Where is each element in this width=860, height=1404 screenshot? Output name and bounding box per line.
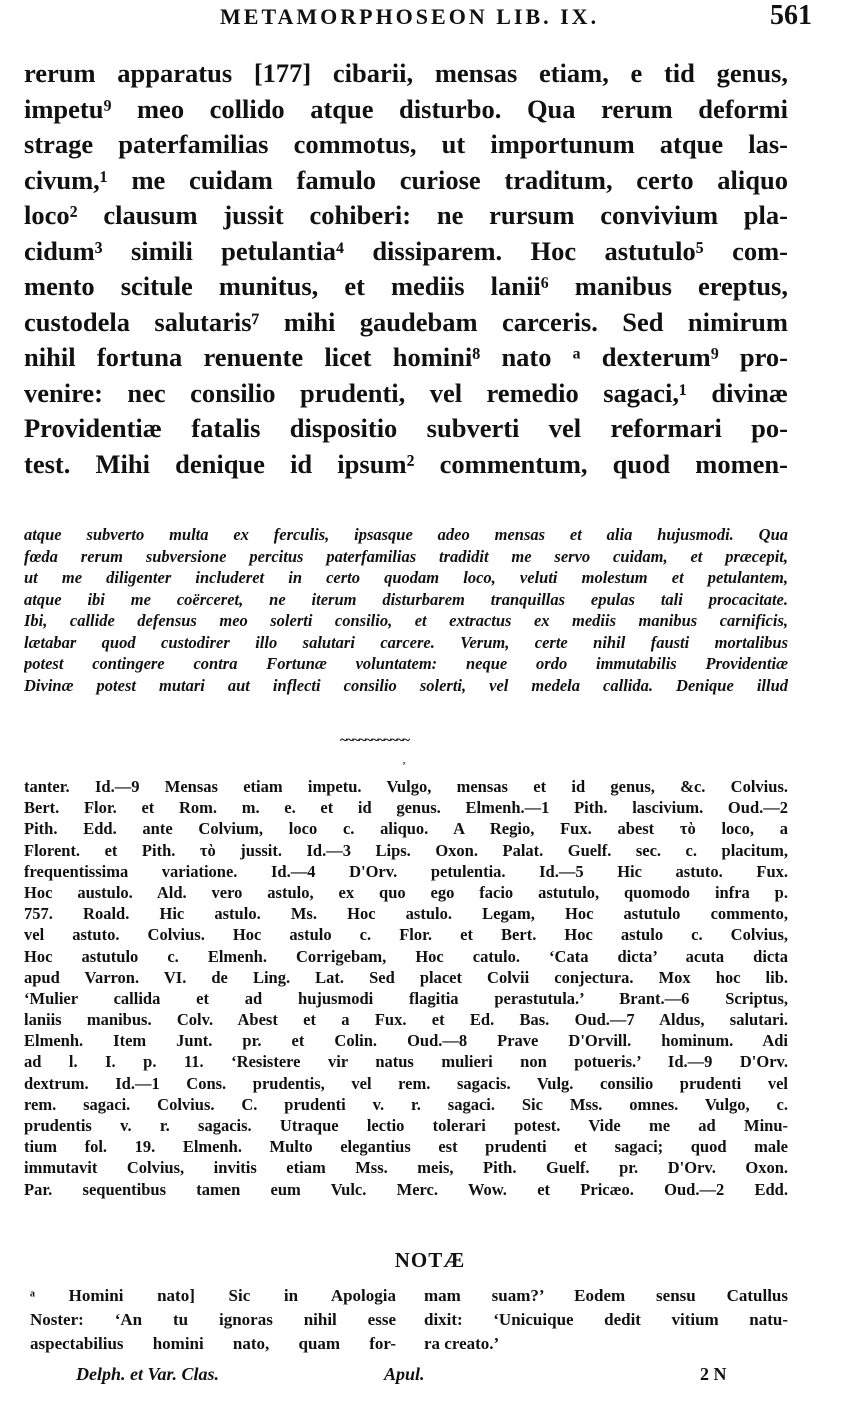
running-header bbox=[24, 0, 812, 38]
notae-line: mam suam?’ Eodem sensu Catullus bbox=[424, 1286, 788, 1305]
note-line: Par. sequentibus tamen eum Vulc. Merc. Wow. et Pricæo. Oud.—2 Edd. bbox=[24, 1179, 788, 1199]
note-line: Hoc austulo. Ald. vero astulo, ex quo ego facio astutulo, quomodo infra p. bbox=[24, 882, 788, 902]
interpretatio-line: lætabar quod custodirer illo salutari carcere. Verum, certe nihil fausti mortalibus bbox=[24, 632, 788, 652]
note-line: Hoc astutulo c. Elmenh. Corrigebam, Hoc catulo. ‘Cata dicta’ acuta dicta bbox=[24, 946, 788, 966]
note-line: ‘Mulier callida et ad hujusmodi flagitia perastutula.’ Brant.—6 Scriptus, bbox=[24, 988, 788, 1008]
main-text-line: cidum³ simili petulantia⁴ dissiparem. Hoc astutulo⁵ com- bbox=[24, 235, 788, 266]
main-text-line: venire: nec consilio prudenti, vel remedio sagaci,¹ divinæ bbox=[24, 377, 788, 408]
main-text-line: mento scitule munitus, et mediis lanii⁶ manibus ereptus, bbox=[24, 271, 788, 301]
note-line: immutavit Colvius, invitis etiam Mss. meis, Pith. Guelf. pr. D'Orv. Oxon. bbox=[24, 1158, 788, 1178]
note-line: tium fol. 19. Elmenh. Multo elegantius est prudenti et sagaci; quod male bbox=[24, 1137, 788, 1157]
page-footer bbox=[0, 1364, 860, 1394]
note-line: ad l. I. p. 11. ‘Resistere vir natus mulieri non potueris.’ Id.—9 D'Orv. bbox=[24, 1052, 788, 1072]
notae-right-column bbox=[424, 1284, 788, 1356]
main-text-line: impetu⁹ meo collido atque disturbo. Qua rerum deformi bbox=[24, 93, 788, 124]
main-text-line: test. Mihi denique id ipsum² commentum, quod momen- bbox=[24, 448, 788, 479]
main-latin-text bbox=[24, 56, 788, 482]
main-text-line: custodela salutaris⁷ mihi gaudebam carceris. Sed nimirum bbox=[24, 306, 788, 337]
interpretatio-block bbox=[24, 524, 788, 696]
note-line: Bert. Flor. et Rom. m. e. et id genus. Elmenh.—1 Pith. lascivium. Oud.—2 bbox=[24, 798, 788, 818]
main-text-line: strage paterfamilias commotus, ut importunum atque las- bbox=[24, 129, 788, 159]
notae-line: aspectabilius homini nato, quam for- bbox=[30, 1334, 396, 1353]
main-text-line: Providentiæ fatalis dispositio subverti vel reformari po- bbox=[24, 413, 788, 443]
note-line: dextrum. Id.—1 Cons. prudentis, vel rem. sagacis. Vulg. consilio prudenti vel bbox=[24, 1073, 788, 1093]
page-number: 561 bbox=[770, 0, 812, 31]
main-text-line: civum,¹ me cuidam famulo curiose traditum, certo aliquo bbox=[24, 164, 788, 195]
interpretatio-line: Ibi, callide defensus meo solerti consilio, et extractus ex mediis manibus carnificis, bbox=[24, 611, 788, 630]
note-line: Florent. et Pith. τὸ jussit. Id.—3 Lips. Oxon. Palat. Guelf. sec. c. placitum, bbox=[24, 840, 788, 860]
note-line: vel astuto. Colvius. Hoc astulo c. Flor. et Bert. Hoc astulo c. Colvius, bbox=[24, 925, 788, 945]
ornament-mark: ‚ bbox=[402, 752, 406, 766]
interpretatio-line: atque ibi me coërceret, ne iterum disturbarem tranquillas epulas tali procacitate. bbox=[24, 589, 788, 609]
main-text-line: rerum apparatus [177] cibarii, mensas etiam, e tid genus, bbox=[24, 58, 788, 88]
interpretatio-line: Divinæ potest mutari aut inflecti consilio solerti, vel medela callida. Denique illud bbox=[24, 675, 788, 695]
note-line: laniis manibus. Colv. Abest et a Fux. et Ed. Bas. Oud.—7 Aldus, salutari. bbox=[24, 1010, 788, 1030]
note-line: Elmenh. Item Junt. pr. et Colin. Oud.—8 Prave D'Orvill. hominum. Adi bbox=[24, 1031, 788, 1051]
interpretatio-line: potest contingere contra Fortunæ voluntatem: neque ordo immutabilis Providentiæ bbox=[24, 654, 788, 673]
note-line: Pith. Edd. ante Colvium, loco c. aliquo. A Regio, Fux. abest τὸ loco, a bbox=[24, 819, 788, 839]
ornament-divider: ~~~~~~~~~~~ bbox=[340, 733, 410, 748]
footer-collection: Delph. et Var. Clas. bbox=[76, 1364, 220, 1384]
note-line: 757. Roald. Hic astulo. Ms. Hoc astulo. Legam, Hoc astutulo commento, bbox=[24, 904, 788, 924]
notae-line: dixit: ‘Unicuique dedit vitium natu- bbox=[424, 1310, 788, 1329]
footer-signature: 2 N bbox=[700, 1364, 727, 1384]
interpretatio-line: atque subverto multa ex ferculis, ipsasque adeo mensas et alia hujusmodi. Qua bbox=[24, 525, 788, 544]
interpretatio-line: fœda rerum subversione percitus paterfamilias tradidit me servo cuidam, et præcepit, bbox=[24, 546, 788, 566]
note-line: rem. sagaci. Colvius. C. prudenti v. r. sagaci. Sic Mss. omnes. Vulgo, c. bbox=[24, 1094, 788, 1114]
note-line: prudentis v. r. sagacis. Utraque lectio tolerari potest. Vide me ad Minu- bbox=[24, 1116, 788, 1135]
variorum-notes bbox=[24, 776, 788, 1200]
notae-line: ra creato.’ bbox=[424, 1334, 500, 1353]
notae-heading: NOTÆ bbox=[394, 1248, 466, 1272]
running-title: METAMORPHOSEON LIB. IX. bbox=[220, 4, 600, 29]
notae-line: ᵃ Homini nato] Sic in Apologia bbox=[30, 1286, 396, 1305]
notae-left-column bbox=[30, 1284, 396, 1356]
main-text-line: loco² clausum jussit cohiberi: ne rursum convivium pla- bbox=[24, 200, 788, 230]
note-line: frequentissima variatione. Id.—4 D'Orv. petulentia. Id.—5 Hic astuto. Fux. bbox=[24, 861, 788, 881]
main-text-line: nihil fortuna renuente licet homini⁸ nato ᵃ dexterum⁹ pro- bbox=[24, 342, 788, 372]
note-line: apud Varron. VI. de Ling. Lat. Sed placet Colvii conjectura. Mox hoc lib. bbox=[24, 967, 788, 987]
footer-author: Apul. bbox=[384, 1364, 425, 1384]
note-line: tanter. Id.—9 Mensas etiam impetu. Vulgo, mensas et id genus, &c. Colvius. bbox=[24, 777, 788, 796]
notae-line: Noster: ‘An tu ignoras nihil esse bbox=[30, 1310, 396, 1329]
interpretatio-line: ut me diligenter includeret in certo quodam loco, veluti molestum et petulantem, bbox=[24, 568, 788, 587]
